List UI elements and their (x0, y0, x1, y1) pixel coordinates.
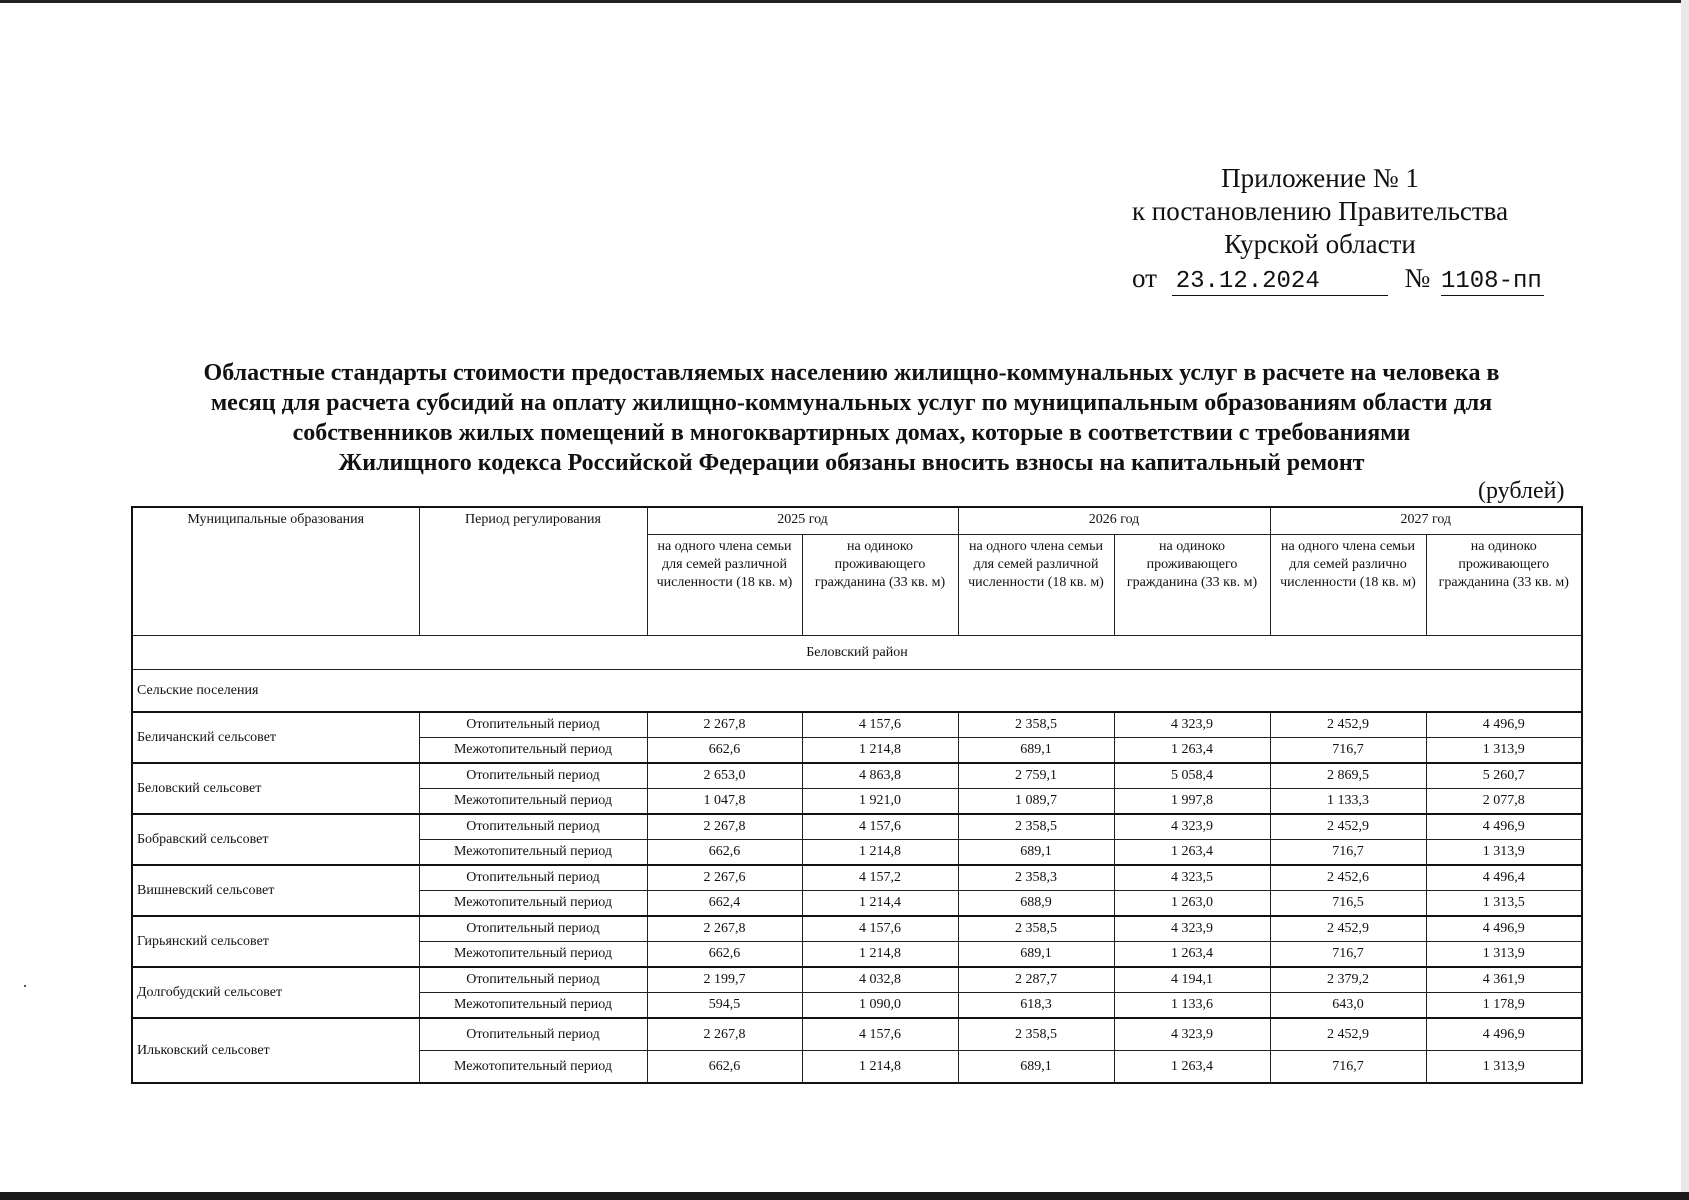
municipality-name: Беличанский сельсовет (132, 712, 419, 763)
municipality-name: Вишневский сельсовет (132, 865, 419, 916)
period-off-season: Межотопительный период (419, 738, 647, 764)
table-cell: 1 997,8 (1114, 789, 1270, 815)
municipality-name: Долгобудский сельсовет (132, 967, 419, 1018)
appendix-region: Курской области (1224, 229, 1416, 259)
period-off-season: Межотопительный период (419, 789, 647, 815)
table-cell: 1 214,8 (802, 1051, 958, 1084)
header-year-2025: 2025 год (647, 507, 958, 535)
table-cell: 2 379,2 (1270, 967, 1426, 993)
header-2027-family: на одного члена семьи для семей различно численности (18 кв. м) (1270, 535, 1426, 636)
table-cell: 2 358,5 (958, 712, 1114, 738)
table-cell: 2 267,8 (647, 916, 802, 942)
table-cell: 2 358,5 (958, 814, 1114, 840)
table-row (132, 967, 1582, 993)
table-cell: 716,7 (1270, 1051, 1426, 1084)
table-cell: 4 157,6 (802, 916, 958, 942)
header-year-2026: 2026 год (958, 507, 1270, 535)
district-row (132, 636, 1582, 670)
period-off-season: Межотопительный период (419, 993, 647, 1019)
table-cell: 4 323,9 (1114, 814, 1270, 840)
header-row-years (132, 507, 1582, 535)
table-cell: 2 267,8 (647, 1018, 802, 1051)
table-cell: 4 323,9 (1114, 916, 1270, 942)
table-cell: 1 263,4 (1114, 738, 1270, 764)
table-cell: 1 263,4 (1114, 942, 1270, 968)
header-2025-family: на одного члена семьи для семей различной численности (18 кв. м) (647, 535, 802, 636)
table-cell: 2 077,8 (1426, 789, 1582, 815)
table-cell: 4 194,1 (1114, 967, 1270, 993)
appendix-number: Приложение № 1 (1221, 163, 1419, 193)
table-cell: 4 323,9 (1114, 1018, 1270, 1051)
table-cell: 1 313,5 (1426, 891, 1582, 917)
date-prefix: от (1132, 263, 1157, 293)
table-cell: 2 452,6 (1270, 865, 1426, 891)
table-cell: 4 496,9 (1426, 712, 1582, 738)
table-cell: 1 313,9 (1426, 942, 1582, 968)
appendix-decree-ref: к постановлению Правительства (1131, 196, 1509, 226)
decree-date: 23.12.2024 (1172, 268, 1388, 296)
table-cell: 2 452,9 (1270, 1018, 1426, 1051)
table-cell: 662,6 (647, 1051, 802, 1084)
table-cell: 2 452,9 (1270, 712, 1426, 738)
municipality-name: Беловский сельсовет (132, 763, 419, 814)
table-cell: 1 133,3 (1270, 789, 1426, 815)
period-heating: Отопительный период (419, 967, 647, 993)
period-off-season: Межотопительный период (419, 1051, 647, 1084)
table-cell: 1 263,0 (1114, 891, 1270, 917)
table-cell: 2 452,9 (1270, 916, 1426, 942)
table-cell: 4 323,5 (1114, 865, 1270, 891)
table-cell: 716,7 (1270, 840, 1426, 866)
table-cell: 4 032,8 (802, 967, 958, 993)
table-cell: 4 496,9 (1426, 916, 1582, 942)
header-2026-single: на одиноко проживающего гражданина (33 кв. м) (1114, 535, 1270, 636)
table-cell: 2 358,5 (958, 916, 1114, 942)
table-cell: 1 090,0 (802, 993, 958, 1019)
appendix-header (1080, 162, 1560, 261)
units-label: (рублей) (1478, 478, 1565, 504)
table-cell: 4 863,8 (802, 763, 958, 789)
table-cell: 4 496,4 (1426, 865, 1582, 891)
municipality-name: Ильковский сельсовет (132, 1018, 419, 1083)
title-line-3: собственников жилых помещений в многоквартирных домах, которые в соответствии с требованиями (292, 420, 1411, 446)
header-2025-single: на одиноко проживающего гражданина (33 кв. м) (802, 535, 958, 636)
table-cell: 662,6 (647, 840, 802, 866)
period-heating: Отопительный период (419, 1018, 647, 1051)
period-heating: Отопительный период (419, 814, 647, 840)
table-cell: 4 361,9 (1426, 967, 1582, 993)
table-cell: 643,0 (1270, 993, 1426, 1019)
title-line-2: месяц для расчета субсидий на оплату жилищно-коммунальных услуг по муниципальным образованиям области для (210, 390, 1493, 416)
table-cell: 2 358,5 (958, 1018, 1114, 1051)
table-cell: 662,6 (647, 738, 802, 764)
header-municipality: Муниципальные образования (132, 507, 419, 636)
title-line-1: Областные стандарты стоимости предоставляемых населению жилищно-коммунальных услуг в расчете на человека в (203, 360, 1500, 386)
scan-edge-top (0, 0, 1689, 3)
period-off-season: Межотопительный период (419, 840, 647, 866)
table-cell: 2 287,7 (958, 967, 1114, 993)
table-cell: 4 157,6 (802, 712, 958, 738)
standards-table (131, 506, 1583, 1084)
table-cell: 2 452,9 (1270, 814, 1426, 840)
table-cell: 2 267,8 (647, 712, 802, 738)
table-cell: 689,1 (958, 1051, 1114, 1084)
table-cell: 689,1 (958, 738, 1114, 764)
table-cell: 4 496,9 (1426, 1018, 1582, 1051)
table-cell: 662,6 (647, 942, 802, 968)
period-heating: Отопительный период (419, 916, 647, 942)
table-cell: 1 214,4 (802, 891, 958, 917)
municipality-name: Бобравский сельсовет (132, 814, 419, 865)
table-cell: 4 323,9 (1114, 712, 1270, 738)
period-off-season: Межотопительный период (419, 891, 647, 917)
table-cell: 2 358,3 (958, 865, 1114, 891)
table-cell: 1 214,8 (802, 738, 958, 764)
table-cell: 594,5 (647, 993, 802, 1019)
table-cell: 1 133,6 (1114, 993, 1270, 1019)
table-cell: 5 058,4 (1114, 763, 1270, 789)
period-heating: Отопительный период (419, 763, 647, 789)
district-name: Беловский район (132, 636, 1582, 670)
table-cell: 716,5 (1270, 891, 1426, 917)
period-heating: Отопительный период (419, 712, 647, 738)
table-cell: 1 313,9 (1426, 738, 1582, 764)
decree-date-line (1132, 263, 1544, 296)
title-line-4: Жилищного кодекса Российской Федерации обязаны вносить взносы на капитальный ремонт (338, 450, 1365, 476)
table-cell: 1 178,9 (1426, 993, 1582, 1019)
table-cell: 689,1 (958, 942, 1114, 968)
decree-number: 1108-пп (1440, 268, 1542, 295)
table-cell: 4 496,9 (1426, 814, 1582, 840)
header-year-2027: 2027 год (1270, 507, 1582, 535)
table-cell: 688,9 (958, 891, 1114, 917)
table-cell: 662,4 (647, 891, 802, 917)
period-off-season: Межотопительный период (419, 942, 647, 968)
scan-edge-bottom (0, 1192, 1689, 1200)
table-cell: 4 157,6 (802, 1018, 958, 1051)
table-row (132, 1018, 1582, 1051)
table-cell: 2 869,5 (1270, 763, 1426, 789)
table-cell: 1 263,4 (1114, 1051, 1270, 1084)
settlements-label: Сельские поселения (132, 670, 1582, 713)
table-cell: 716,7 (1270, 738, 1426, 764)
table-cell: 2 199,7 (647, 967, 802, 993)
table-cell: 2 759,1 (958, 763, 1114, 789)
municipality-name: Гирьянский сельсовет (132, 916, 419, 967)
table-cell: 1 047,8 (647, 789, 802, 815)
table-cell: 5 260,7 (1426, 763, 1582, 789)
header-period: Период регулирования (419, 507, 647, 636)
table-cell: 2 267,8 (647, 814, 802, 840)
table-cell: 1 921,0 (802, 789, 958, 815)
table-cell: 1 313,9 (1426, 840, 1582, 866)
table-row (132, 763, 1582, 789)
scan-edge-right (1681, 0, 1689, 1200)
table-cell: 1 214,8 (802, 840, 958, 866)
table-row (132, 916, 1582, 942)
header-2026-family: на одного члена семьи для семей различной численности (18 кв. м) (958, 535, 1114, 636)
settlements-row (132, 670, 1582, 713)
number-prefix: № (1404, 263, 1431, 293)
table-row (132, 865, 1582, 891)
table-cell: 716,7 (1270, 942, 1426, 968)
table-cell: 1 214,8 (802, 942, 958, 968)
table-cell: 1 089,7 (958, 789, 1114, 815)
table-cell: 2 653,0 (647, 763, 802, 789)
table-cell: 4 157,2 (802, 865, 958, 891)
table-cell: 4 157,6 (802, 814, 958, 840)
header-2027-single: на одиноко проживающего гражданина (33 кв. м) (1426, 535, 1582, 636)
table-cell: 618,3 (958, 993, 1114, 1019)
table-cell: 1 313,9 (1426, 1051, 1582, 1084)
scan-speck (24, 985, 26, 987)
table-cell: 689,1 (958, 840, 1114, 866)
table-row (132, 712, 1582, 738)
table-cell: 2 267,6 (647, 865, 802, 891)
table-cell: 1 263,4 (1114, 840, 1270, 866)
document-title (120, 358, 1583, 478)
period-heating: Отопительный период (419, 865, 647, 891)
table-row (132, 814, 1582, 840)
